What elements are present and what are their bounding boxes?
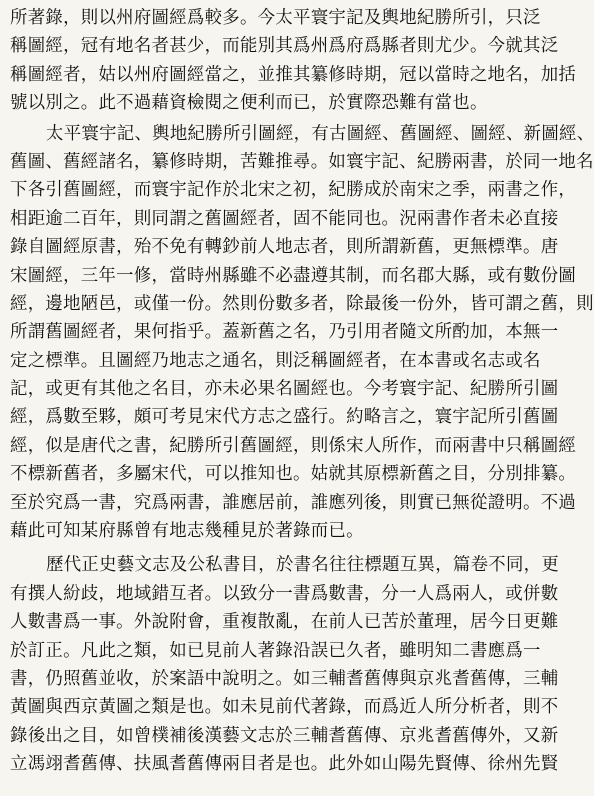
text-line: 宋圖經，三年一修，當時州縣雖不必盡遵其制，而名郡大縣，或有數份圖	[10, 265, 577, 286]
text-line: 經，似是唐代之書，紀勝所引舊圖經，則係宋人所作，而兩書中只稱圖經	[10, 435, 577, 456]
paragraph-1	[10, 4, 577, 118]
text-line: 稱圖經，冠有地名者甚少，而能別其爲州爲府爲縣者則尤少。今就其泛	[10, 36, 559, 57]
text-line: 太平寰宇記、輿地紀勝所引圖經，有古圖經、舊圖經、圖經、新圖經、	[46, 123, 594, 144]
text-line: 記，或更有其他之名目，亦未必果名圖經也。今考寰宇記、紀勝所引圖	[10, 379, 559, 400]
text-line: 下各引舊圖經，而寰宇記作於北宋之初，紀勝成於南宋之季，兩書之作，	[10, 180, 577, 201]
text-line: 於訂正。凡此之類，如已見前人著錄沿誤已久者，雖明知二書應爲一	[10, 640, 541, 661]
text-line: 所謂舊圖經者，果何指乎。蓋新舊之名，乃引用者隨文所酌加，本無一	[10, 322, 559, 343]
text-line: 黃圖與西京黃圖之類是也。如未見前代著錄，而爲近人所分析者，則不	[10, 697, 559, 718]
paragraph-3	[10, 551, 560, 778]
text-line: 書，仍照舊並收，於案語中說明之。如三輔耆舊傳與京兆耆舊傳，三輔	[10, 668, 559, 689]
text-line: 舊圖、舊經諸名，纂修時期，苦難推尋。如寰宇記、紀勝兩書，於同一地名	[10, 151, 594, 172]
text-line: 不標新舊者，多屬宋代，可以推知也。姑就其原標新舊之目，分別排纂。	[10, 464, 577, 485]
text-line: 號以別之。此不過藉資檢閱之便利而已，於實際恐難有當也。	[10, 93, 488, 114]
text-line: 經，爲數至夥，頗可考見宋代方志之盛行。約略言之，寰宇記所引舊圖	[10, 407, 559, 428]
text-line: 立馮翊耆舊傳、扶風耆舊傳兩目者是也。此外如山陽先賢傳、徐州先賢	[10, 754, 559, 775]
text-line: 人數書爲一事。外說附會，重複散亂，在前人已苦於董理，居今日更難	[10, 612, 559, 633]
text-line: 錄自圖經原書，殆不免有轉鈔前人地志者，則所謂新舊，更無標準。唐	[10, 237, 559, 258]
text-line: 有撰人紛歧，地域錯互者。以致分一書爲數書，分一人爲兩人，或併數	[10, 583, 559, 604]
text-line: 所著錄，則以州府圖經爲較多。今太平寰宇記及輿地紀勝所引，只泛	[10, 8, 541, 28]
text-line: 至於究爲一書，究爲兩書，誰應居前，誰應列後，則實已無從證明。不過	[10, 492, 577, 513]
text-line: 錄後出之目，如曾樸補後漢藝文志於三輔耆舊傳、京兆耆舊傳外，又新	[10, 725, 559, 746]
text-line: 歷代正史藝文志及公私書目，於書名往往標題互異，篇卷不同，更	[46, 555, 560, 576]
text-line: 稱圖經者，姑以州府圖經當之，並推其纂修時期，冠以當時之地名，加括	[10, 64, 577, 85]
text-line: 經，邊地陋邑，或僅一份。然則份數多者，除最後一份外，皆可謂之舊，則	[10, 293, 594, 314]
text-line: 定之標準。且圖經乃地志之通名，則泛稱圖經者，在本書或名志或名	[10, 350, 541, 371]
text-line: 藉此可知某府縣曾有地志幾種見於著錄而已。	[10, 521, 364, 542]
text-line: 相距逾二百年，則同謂之舊圖經者，固不能同也。況兩書作者未必直接	[10, 208, 559, 229]
paragraph-2	[10, 120, 594, 546]
